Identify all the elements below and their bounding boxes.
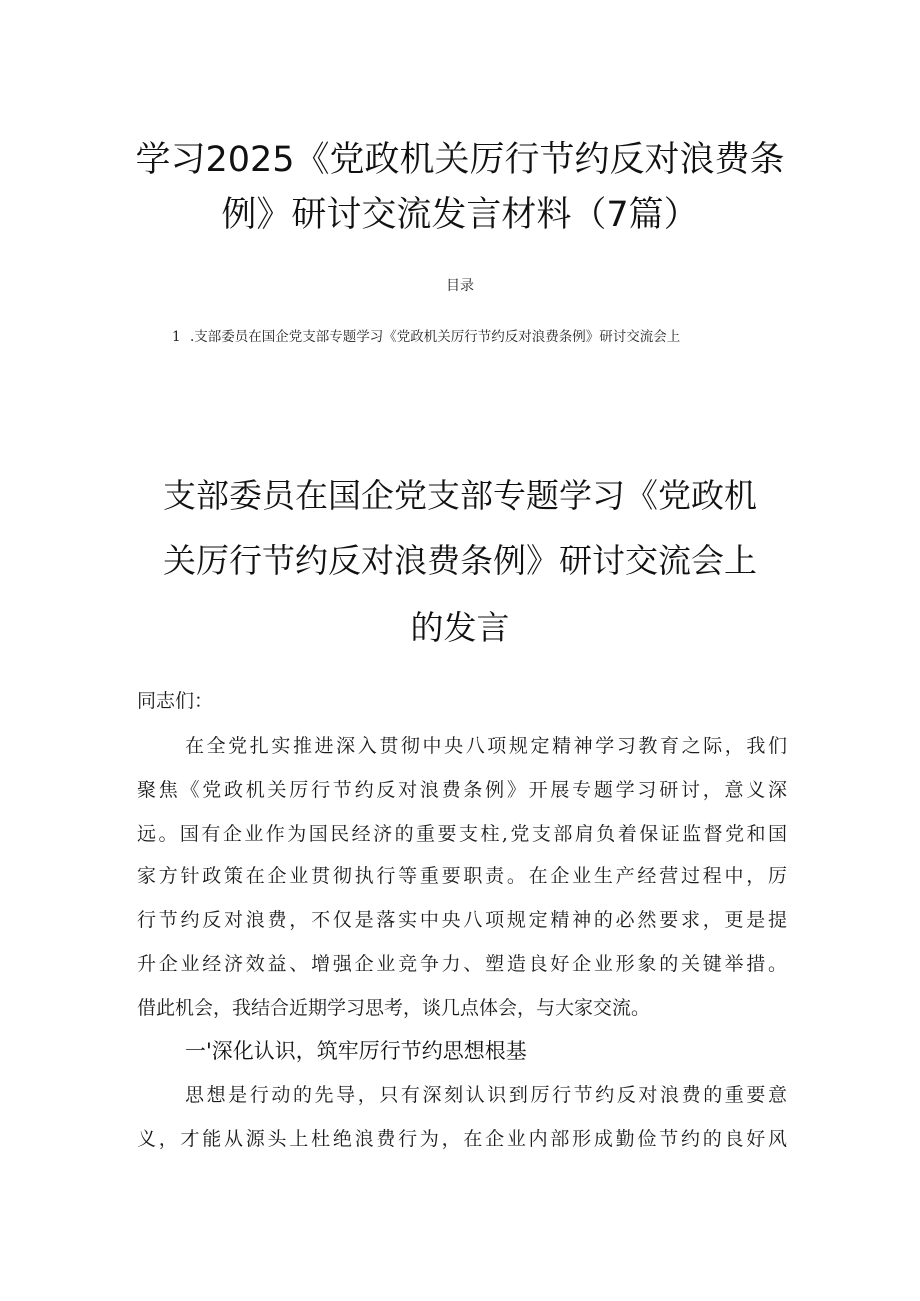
- toc-item-number: 1: [172, 329, 181, 345]
- paragraph-2-line-2: 义，才能从源头上杜绝浪费行为，在企业内部形成勤俭节约的良好风: [137, 1128, 787, 1150]
- paragraph-1-line-7: 借此机会，我结合近期学习思考，谈几点体会，与大家交流。: [137, 997, 651, 1019]
- toc-heading: 目录: [446, 278, 474, 294]
- document-title-line-2: 例》研讨交流发言材料（7篇）: [221, 195, 699, 235]
- salutation: 同志们：: [137, 690, 214, 712]
- document-title-line-1: 学习2025《党政机关厉行节约反对浪费条: [135, 140, 785, 180]
- paragraph-1-line-6: 升企业经济效益、增强企业竞争力、塑造良好企业形象的关键举措。: [137, 953, 787, 975]
- section-title-line-1: 支部委员在国企党支部专题学习《党政机: [163, 476, 757, 515]
- paragraph-2-line-1: 思想是行动的先导，只有深刻认识到厉行节约反对浪费的重要意: [185, 1084, 787, 1106]
- section-title-line-3: 的发言: [410, 608, 510, 647]
- section-title-line-2: 关厉行节约反对浪费条例》研讨交流会上: [163, 541, 757, 580]
- paragraph-1-line-3: 远。国有企业作为国民经济的重要支柱,党支部肩负着保证监督党和国: [137, 823, 787, 845]
- paragraph-1-line-1: 在全党扎实推进深入贯彻中央八项规定精神学习教育之际，我们: [185, 735, 787, 757]
- paragraph-1-line-5: 行节约反对浪费，不仅是落实中央八项规定精神的必然要求，更是提: [137, 909, 787, 931]
- toc-item[interactable]: [172, 325, 792, 345]
- paragraph-1-line-2: 聚焦《党政机关厉行节约反对浪费条例》开展专题学习研讨，意义深: [137, 779, 787, 801]
- toc-item-text: .支部委员在国企党支部专题学习《党政机关厉行节约反对浪费条例》研讨交流会上: [190, 329, 681, 345]
- subheading-1: 一'深化认识，筑牢厉行节约思想根基: [185, 1039, 527, 1063]
- paragraph-1-line-4: 家方针政策在企业贯彻执行等重要职责。在企业生产经营过程中，厉: [137, 865, 787, 887]
